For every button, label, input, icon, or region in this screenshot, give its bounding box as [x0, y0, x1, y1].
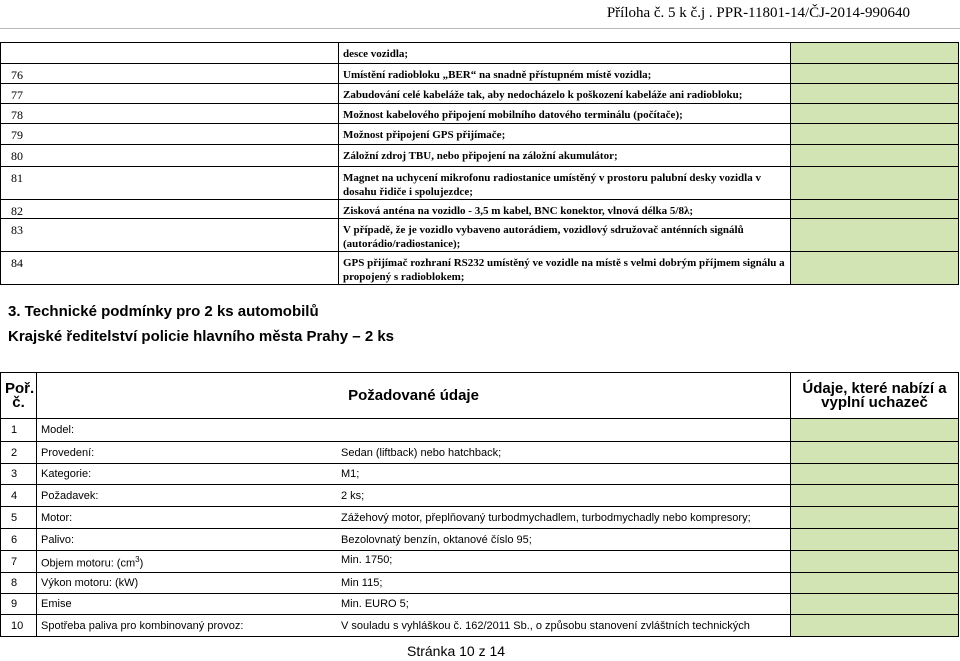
footer-total: 14 — [489, 643, 506, 659]
row-label: Kategorie: — [41, 468, 92, 480]
row-requirement — [37, 442, 791, 464]
row-requirement: Zisková anténa na vozidlo - 3,5 m kabel, BNC konektor, vlnová délka 5/8λ; — [339, 200, 791, 219]
row-number: 5 — [1, 507, 37, 529]
answer-cell[interactable] — [791, 529, 959, 551]
table-row — [1, 43, 959, 64]
table-row — [1, 615, 959, 637]
row-value: Min 115; — [341, 577, 383, 589]
row-value: V souladu s vyhláškou č. 162/2011 Sb., o způsobu stanovení zvláštních technických — [341, 619, 750, 632]
table-row — [1, 219, 959, 252]
table-row — [1, 145, 959, 167]
row-value: 2 ks; — [341, 489, 365, 502]
table-row — [1, 594, 959, 615]
row-number — [1, 43, 339, 64]
answer-cell[interactable] — [791, 615, 959, 637]
page-footer — [407, 643, 505, 659]
row-requirement: GPS přijímač rozhraní RS232 umístěný ve vozidle na místě s velmi dobrým příjmem signálu a propojený s radioblokem; — [339, 252, 791, 285]
answer-cell[interactable] — [791, 104, 959, 124]
row-label: Objem motoru: (cm — [41, 557, 136, 570]
row-number: 77 — [1, 84, 339, 104]
row-value: Min. 1750; — [341, 553, 393, 566]
row-number: 79 — [1, 124, 339, 145]
row-value: Sedan (liftback) nebo hatchback; — [341, 446, 502, 459]
row-label: Motor: — [41, 511, 73, 524]
row-label-wrap — [41, 553, 341, 571]
row-requirement: Umístění radiobloku „BER“ na snadně přístupném místě vozidla; — [339, 64, 791, 84]
row-number: 78 — [1, 104, 339, 124]
row-number: 83 — [1, 219, 339, 252]
answer-cell[interactable] — [791, 507, 959, 529]
table-row — [1, 252, 959, 285]
answer-cell[interactable] — [791, 573, 959, 594]
table-row — [1, 442, 959, 464]
row-label: Požadavek: — [41, 489, 99, 502]
row-requirement: Zabudování celé kabeláže tak, aby nedocházelo k poškození kabeláže ani radiobloku; — [339, 84, 791, 104]
row-label-wrap — [41, 489, 341, 503]
answer-cell[interactable] — [791, 252, 959, 285]
row-label: Model: — [41, 424, 75, 436]
page-header: Příloha č. 5 k č.j . PPR-11801-14/ČJ-2014-990640 — [606, 5, 910, 21]
row-number: 10 — [1, 615, 37, 637]
row-number: 82 — [1, 200, 339, 219]
row-value: Min. EURO 5; — [341, 598, 409, 610]
header-offered: Údaje, které nabízí a vyplní uchazeč — [791, 373, 959, 419]
row-number: 9 — [1, 594, 37, 615]
row-number: 84 — [1, 252, 339, 285]
row-requirement: V případě, že je vozidlo vybaveno autorádiem, vozidlový sdružovač anténních signálů (autorádio/radiostanice); — [339, 219, 791, 252]
answer-cell[interactable] — [791, 200, 959, 219]
table-header-row — [1, 373, 959, 419]
row-requirement: Možnost kabelového připojení mobilního datového terminálu (počítače); — [339, 104, 791, 124]
row-value: M1; — [341, 468, 360, 480]
row-requirement — [37, 573, 791, 594]
row-requirement: Záložní zdroj TBU, nebo připojení na záložní akumulátor; — [339, 145, 791, 167]
header-num: Poř. č. — [1, 373, 37, 419]
row-label: Palivo: — [41, 533, 75, 546]
row-number: 3 — [1, 464, 37, 485]
table-row — [1, 64, 959, 84]
footer-page: 10 — [459, 643, 475, 659]
vehicle-requirements-table — [0, 372, 959, 637]
row-requirement — [37, 419, 791, 442]
row-label-wrap — [41, 511, 341, 525]
row-requirement: Magnet na uchycení mikrofonu radiostanice umístěný v prostoru palubní desky vozidla v dosahu řidiče i spolujezdce; — [339, 167, 791, 200]
row-requirement — [37, 507, 791, 529]
answer-cell[interactable] — [791, 464, 959, 485]
answer-cell[interactable] — [791, 485, 959, 507]
row-requirement: Možnost připojení GPS přijímače; — [339, 124, 791, 145]
row-value: Bezolovnatý benzín, oktanové číslo 95; — [341, 533, 532, 546]
answer-cell[interactable] — [791, 124, 959, 145]
table-row — [1, 529, 959, 551]
row-label-wrap — [41, 619, 341, 633]
table-row — [1, 84, 959, 104]
answer-cell[interactable] — [791, 145, 959, 167]
row-label: Výkon motoru: (kW) — [41, 577, 139, 589]
header-rule — [0, 28, 960, 29]
row-number: 7 — [1, 551, 37, 573]
answer-cell[interactable] — [791, 442, 959, 464]
table-row — [1, 464, 959, 485]
row-number: 1 — [1, 419, 37, 442]
table-row — [1, 104, 959, 124]
row-label-tail: ) — [139, 557, 144, 570]
row-label-wrap — [41, 533, 341, 547]
row-label-wrap — [41, 576, 341, 590]
answer-cell[interactable] — [791, 594, 959, 615]
table-row — [1, 551, 959, 573]
row-label-wrap — [41, 423, 341, 437]
answer-cell[interactable] — [791, 551, 959, 573]
row-label-sup: 3 — [135, 554, 140, 564]
section-subtitle: Krajské ředitelství policie hlavního města Prahy – 2 ks — [8, 328, 395, 345]
section-title: 3. Technické podmínky pro 2 ks automobilů — [8, 303, 319, 320]
row-label: Spotřeba paliva pro kombinovaný provoz: — [41, 619, 244, 632]
row-requirement: desce vozidla; — [339, 43, 791, 64]
row-requirement — [37, 485, 791, 507]
row-value — [341, 423, 786, 437]
row-label-wrap — [41, 446, 341, 460]
row-number: 80 — [1, 145, 339, 167]
row-number: 2 — [1, 442, 37, 464]
answer-cell[interactable] — [791, 219, 959, 252]
row-number: 76 — [1, 64, 339, 84]
answer-cell[interactable] — [791, 43, 959, 64]
row-label: Emise — [41, 598, 72, 610]
row-number: 81 — [1, 167, 339, 200]
header-required: Požadované údaje — [37, 373, 791, 419]
answer-cell[interactable] — [791, 64, 959, 84]
table-row — [1, 167, 959, 200]
answer-cell[interactable] — [791, 419, 959, 442]
row-value: Zážehový motor, přeplňovaný turbodmychadlem, turbodmychadly nebo kompresory; — [341, 511, 751, 524]
table-row — [1, 200, 959, 219]
table-row — [1, 124, 959, 145]
answer-cell[interactable] — [791, 167, 959, 200]
table-row — [1, 507, 959, 529]
row-requirement — [37, 594, 791, 615]
row-requirement — [37, 529, 791, 551]
row-number: 8 — [1, 573, 37, 594]
row-number: 6 — [1, 529, 37, 551]
row-requirement — [37, 464, 791, 485]
table-row — [1, 419, 959, 442]
row-label-wrap — [41, 467, 341, 481]
table-row — [1, 573, 959, 594]
table-row — [1, 485, 959, 507]
row-label-wrap — [41, 597, 341, 611]
row-label: Provedení: — [41, 446, 95, 459]
row-requirement — [37, 615, 791, 637]
footer-prefix: Stránka — [407, 643, 460, 659]
footer-mid: z — [474, 643, 490, 659]
answer-cell[interactable] — [791, 84, 959, 104]
radio-requirements-table — [0, 42, 959, 285]
row-requirement — [37, 551, 791, 573]
row-number: 4 — [1, 485, 37, 507]
